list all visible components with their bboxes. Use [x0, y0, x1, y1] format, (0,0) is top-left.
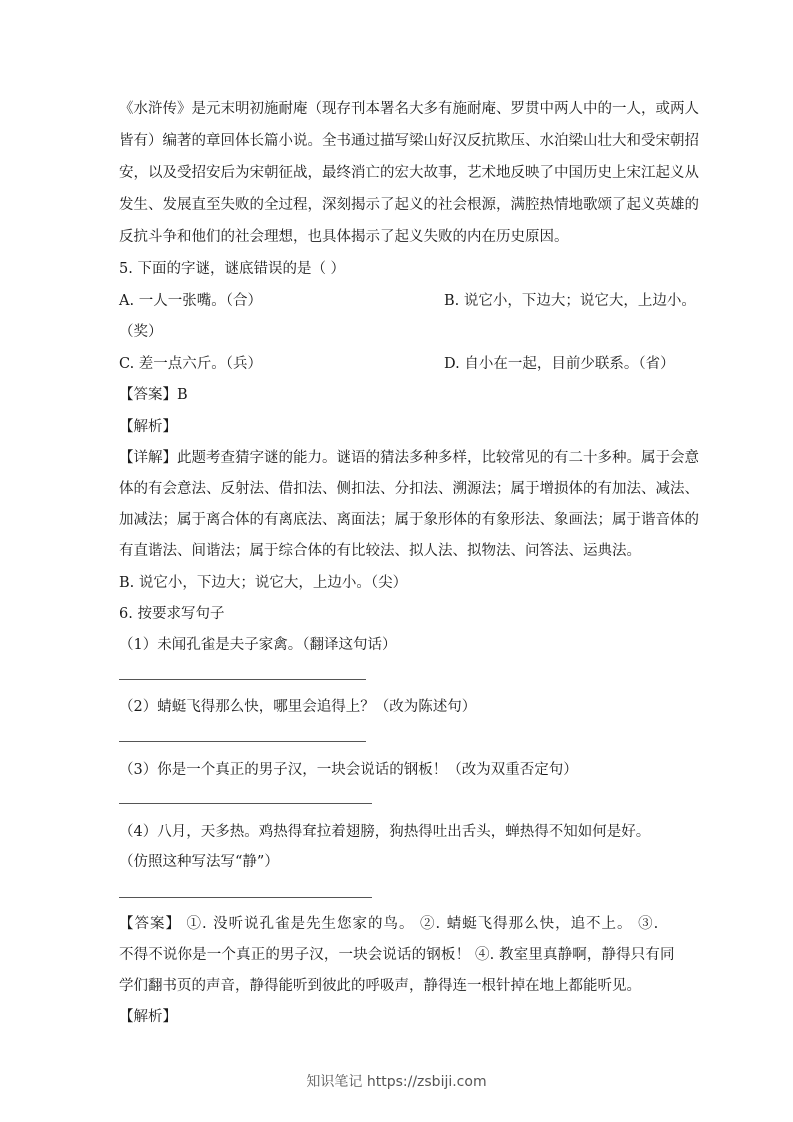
- intro-line-1: 《水浒传》是元末明初施耐庵（现存刊本署名大多有施耐庵、罗贯中两人中的一人，或两人: [119, 101, 699, 117]
- question-6-item-4-note: （仿照这种写法写“静”）: [119, 854, 279, 870]
- question-6-item-3: （3）你是一个真正的男子汉，一块会说话的钢板！（改为双重否定句）: [119, 762, 578, 778]
- q6-analysis-label: 【解析】: [119, 1009, 177, 1025]
- detail-conclusion: B. 说它小，下边大；说它大，上边小。（尖）: [119, 575, 408, 591]
- question-5-stem: 5. 下面的字谜，谜底错误的是（ ）: [119, 261, 346, 277]
- question-6-item-4: （4）八月，天多热。鸡热得耷拉着翅膀，狗热得吐出舌头，蝉热得不知如何是好。: [119, 824, 651, 840]
- answer-blank-2: [119, 741, 366, 742]
- q6-answer-line-1: 【答案】 ①. 没听说孔雀是先生您家的鸟。 ②. 蜻蜓飞得那么快，追不上。 ③.: [119, 916, 660, 932]
- question-6-item-2: （2）蜻蜓飞得那么快，哪里会追得上？（改为陈述句）: [119, 699, 477, 715]
- option-c: C. 差一点六斤。（兵）: [119, 356, 263, 372]
- question-6-item-1: （1）未闻孔雀是夫子家禽。（翻译这句话）: [119, 637, 397, 653]
- answer-label: 【答案】B: [119, 387, 188, 403]
- option-d: D. 自小在一起，目前少联系。（省）: [444, 356, 675, 372]
- footer-watermark: 知识笔记 https://zsbiji.com: [306, 1074, 487, 1090]
- intro-line-5: 反抗斗争和他们的社会理想，也具体揭示了起义失败的内在历史原因。: [119, 229, 569, 245]
- option-b-continued: （奖）: [119, 324, 163, 340]
- option-a: A. 一人一张嘴。（合）: [119, 293, 262, 309]
- intro-line-2: 皆有）编著的章回体长篇小说。全书通过描写梁山好汉反抗欺压、水泊梁山壮大和受宋朝招: [119, 133, 699, 149]
- q6-answer-line-2: 不得不说你是一个真正的男子汉，一块会说话的钢板！ ④. 教室里真静啊，静得只有同: [119, 947, 675, 963]
- answer-blank-1: [119, 679, 366, 680]
- detail-line-2: 体的有会意法、反射法、借扣法、侧扣法、分扣法、溯源法；属于增损体的有加法、减法、: [119, 481, 699, 497]
- detail-line-4: 有直谐法、间谐法；属于综合体的有比较法、拟人法、拟物法、问答法、运典法。: [119, 543, 641, 559]
- detail-line-3: 加减法；属于离合体的有离底法、离面法；属于象形体的有象形法、象画法；属于谐音体的: [119, 512, 699, 528]
- intro-line-4: 发生、发展直至失败的全过程，深刻揭示了起义的社会根源，满腔热情地歌颂了起义英雄的: [119, 197, 699, 213]
- option-b: B. 说它小，下边大；说它大，上边小。: [444, 293, 696, 309]
- answer-blank-3: [119, 803, 372, 804]
- analysis-label: 【解析】: [119, 419, 177, 435]
- intro-line-3: 安，以及受招安后为宋朝征战，最终消亡的宏大故事，艺术地反映了中国历史上宋江起义从: [119, 165, 699, 181]
- q6-answer-line-3: 学们翻书页的声音，静得能听到彼此的呼吸声，静得连一根针掉在地上都能听见。: [119, 978, 641, 994]
- answer-blank-4: [119, 897, 372, 898]
- detail-line-1: 【详解】此题考查猜字谜的能力。谜语的猜法多种多样，比较常见的有二十多种。属于会意: [119, 450, 699, 466]
- question-6-stem: 6. 按要求写句子: [119, 606, 225, 622]
